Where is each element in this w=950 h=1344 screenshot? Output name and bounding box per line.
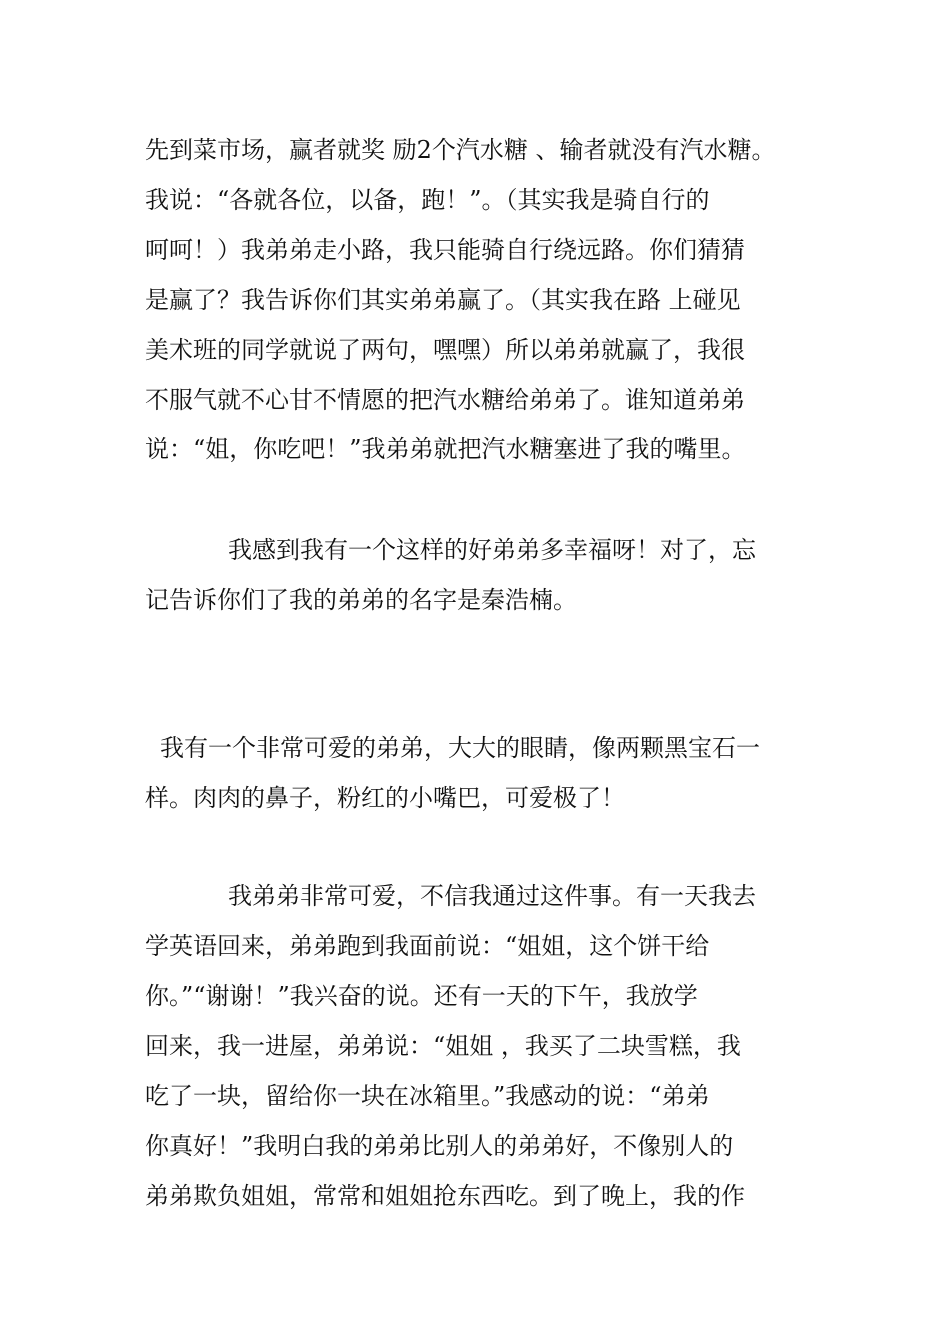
text-line: 呵呵！）我弟弟走小路，我只能骑自行绕远路。你们猜猜: [145, 236, 745, 264]
text-line: 我感到我有一个这样的好弟弟多幸福呀！对了，忘: [228, 536, 756, 564]
text-line: 你。”“谢谢！”我兴奋的说。还有一天的下午，我放学: [145, 982, 698, 1010]
text-line: 先到菜市场，赢者就奖 励2个汽水糖 、输者就没有汽水糖。: [145, 136, 776, 164]
text-line: 我说：“各就各位，以备，跑！”。（其实我是骑自行的: [145, 186, 710, 214]
text-line: 样。肉肉的鼻子，粉红的小嘴巴，可爱极了！: [145, 784, 625, 812]
text-line: 我有一个非常可爱的弟弟，大大的眼睛，像两颗黑宝石一: [160, 734, 760, 762]
text-line: 吃了一块，留给你一块在冰箱里。”我感动的说：“弟弟: [145, 1082, 710, 1110]
text-line: 学英语回来，弟弟跑到我面前说：“姐姐，这个饼干给: [145, 932, 710, 960]
text-line: 弟弟欺负姐姐，常常和姐姐抢东西吃。到了晚上，我的作: [145, 1182, 745, 1210]
text-line: 回来，我一进屋，弟弟说：“姐姐 ，我买了二块雪糕，我: [145, 1032, 741, 1060]
text-line: 说：“姐，你吃吧！”我弟弟就把汽水糖塞进了我的嘴里。: [145, 435, 746, 463]
text-line: 你真好！”我明白我的弟弟比别人的弟弟好，不像别人的: [145, 1132, 734, 1160]
text-line: 不服气就不心甘不情愿的把汽水糖给弟弟了。谁知道弟弟: [145, 386, 745, 414]
text-line: 记告诉你们了我的弟弟的名字是秦浩楠。: [145, 586, 577, 614]
text-line: 美术班的同学就说了两句，嘿嘿）所以弟弟就赢了，我很: [145, 336, 745, 364]
text-line: 是赢了？我告诉你们其实弟弟赢了。（其实我在路 上碰见: [145, 286, 741, 314]
text-line: 我弟弟非常可爱，不信我通过这件事。有一天我去: [228, 882, 756, 910]
